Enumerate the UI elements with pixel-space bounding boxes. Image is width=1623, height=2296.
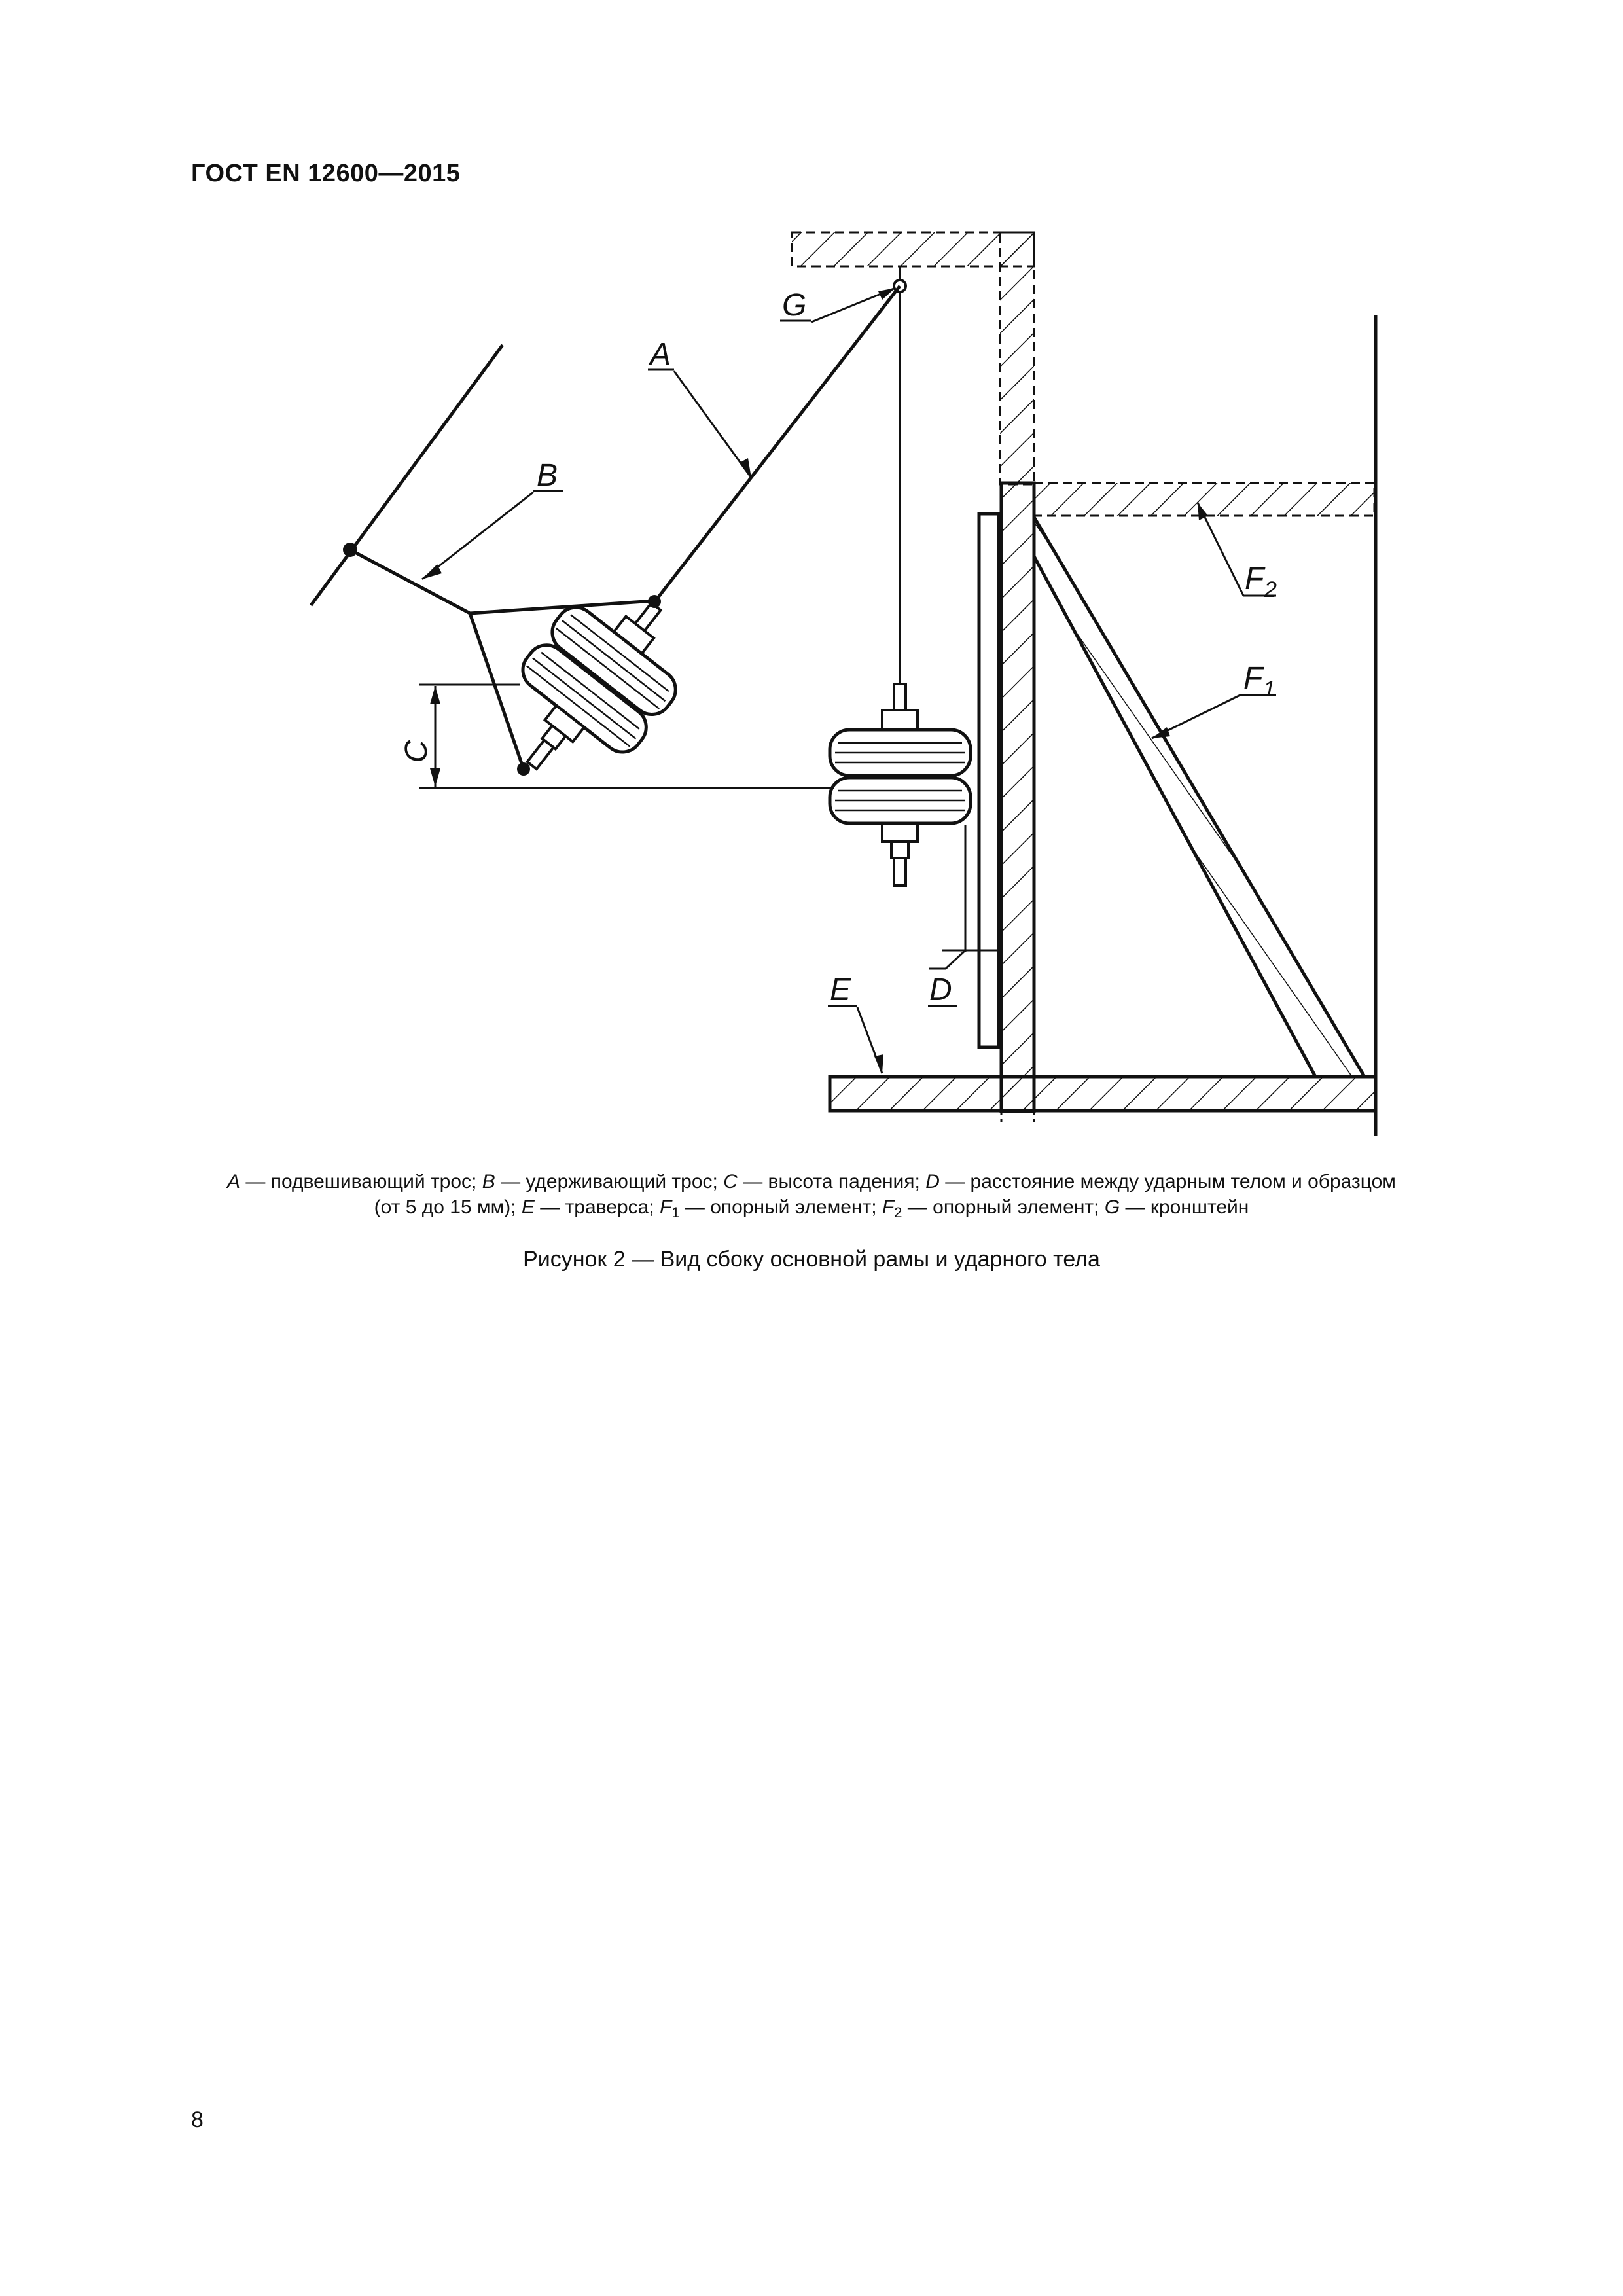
main-post (1001, 483, 1034, 1122)
legend-key: A (227, 1171, 241, 1193)
legend-key: F (660, 1196, 672, 1218)
suspension-rope-a (654, 286, 900, 602)
legend-text: — опорный элемент; (679, 1196, 882, 1218)
impactor-hanging (830, 684, 971, 886)
legend-text: — удерживающий трос; (495, 1171, 724, 1193)
label-f2: F (1245, 562, 1264, 596)
support-f1 (1034, 517, 1364, 1077)
legend-key: G (1104, 1196, 1120, 1218)
figure-legend-line-1 (131, 1170, 1492, 1194)
label-f1: F (1243, 661, 1263, 696)
specimen-plate (979, 514, 999, 1047)
legend-sub: 1 (671, 1204, 680, 1221)
label-a: A (650, 337, 671, 372)
label-d: D (929, 973, 952, 1007)
legend-key: D (925, 1171, 940, 1193)
rope-node (648, 595, 661, 608)
legend-text: — кронштейн (1120, 1196, 1249, 1218)
rope-node (517, 762, 530, 776)
figure-caption: Рисунок 2 — Вид сбоку основной рамы и ударного тела (523, 1247, 1100, 1272)
rope-node (343, 543, 357, 557)
label-f2-sub: 2 (1264, 577, 1277, 602)
legend-text: — высота падения; (737, 1171, 926, 1193)
label-e: E (830, 973, 851, 1007)
beam-e (830, 1077, 1376, 1111)
legend-key: C (723, 1171, 738, 1193)
legend-key: E (521, 1196, 535, 1218)
legend-text: — опорный элемент; (902, 1196, 1105, 1218)
label-b: B (537, 458, 558, 493)
document-header: ГОСТ EN 12600—2015 (191, 160, 461, 187)
upper-dashed-support (792, 232, 1034, 484)
legend-text: — расстояние между ударным телом и образцом (939, 1171, 1396, 1193)
legend-sub: 2 (894, 1204, 902, 1221)
legend-text: — траверса; (534, 1196, 660, 1218)
label-c: C (399, 740, 434, 763)
legend-text: — подвешивающий трос; (240, 1171, 482, 1193)
legend-text: (от 5 до 15 мм); (374, 1196, 522, 1218)
legend-key: F (882, 1196, 895, 1218)
figure-legend-line-2 (131, 1195, 1492, 1225)
impactor-raised (476, 564, 711, 809)
label-f1-sub: 1 (1263, 677, 1275, 702)
page-number: 8 (191, 2108, 204, 2132)
legend-key: B (482, 1171, 495, 1193)
label-g: G (782, 288, 807, 323)
